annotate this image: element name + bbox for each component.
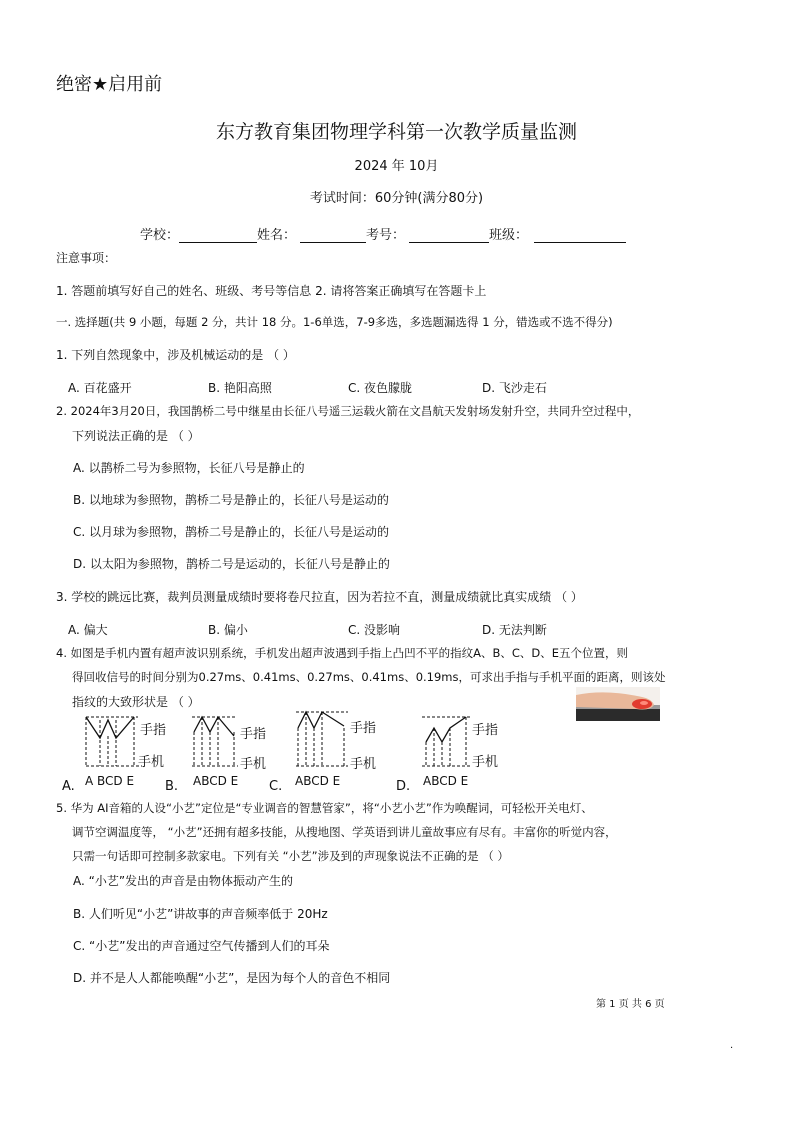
q5-option-c[interactable]: C. “小艺”发出的声音通过空气传播到人们的耳朵 (73, 939, 330, 953)
exam-date: 2024 年 10月 (354, 159, 439, 174)
q4-figure-options (56, 710, 506, 794)
school-field[interactable] (179, 228, 257, 243)
q1-option-b[interactable]: B. 艳阳高照 (208, 381, 272, 395)
q4-c-phone-label: 手机 (350, 757, 377, 772)
q5-stem-line2: 调节空调温度等， “小艺”还拥有超多技能，从搜地图、学英语到讲儿童故事应有尽有。丰富你的听觉内容， (72, 825, 617, 839)
name-field[interactable] (300, 228, 366, 243)
q4-b-phone-label: 手机 (240, 757, 267, 772)
page-number: 第 1 页 共 6 页 (596, 999, 665, 1010)
q5-stem-line1: 5. 华为 AI音箱的人设“小艺”定位是“专业调音的智慧管家”，将“小艺小艺”作为唤醒词，可轻松开关电灯、 (56, 801, 593, 815)
q5-option-a[interactable]: A. “小艺”发出的声音是由物体振动产生的 (73, 874, 294, 888)
exam-title: 东方教育集团物理学科第一次教学质量监测 (215, 121, 577, 143)
q5-stem-line3: 只需一句话即可控制多款家电。下列有关 “小艺”涉及到的声现象说法不正确的是 （ ） (72, 849, 509, 863)
section-heading: 一. 选择题(共 9 小题，每题 2 分，共计 18 分。1-6单选，7-9多选，多选题漏选得 1 分，错选或不选不得分) (56, 315, 613, 329)
q4-option-b-letter: B. (165, 779, 179, 794)
q4-d-finger-label: 手指 (472, 723, 499, 738)
q4-b-point-labels: ABCD E (193, 774, 239, 788)
q4-option-c-diagram (296, 712, 348, 766)
name-label: 姓名： (257, 228, 297, 243)
q2-option-c[interactable]: C. 以月球为参照物，鹊桥二号是静止的，长征八号是运动的 (73, 525, 390, 539)
q4-d-point-labels: ABCD E (423, 774, 469, 788)
confidential-label: 绝密★启用前 (56, 74, 163, 95)
q4-a-point-labels: A BCD E (85, 774, 135, 788)
q3-options (68, 621, 547, 638)
q4-stem-line1: 4. 如图是手机内置有超声波识别系统，手机发出超声波遇到手指上凸凹不平的指纹A、B、C、D、E五个位置，则 (56, 646, 629, 660)
q2-option-a[interactable]: A. 以鹊桥二号为参照物，长征八号是静止的 (73, 461, 305, 475)
q4-c-point-labels: ABCD E (295, 774, 341, 788)
q4-option-b-diagram (192, 717, 238, 766)
q3-option-a[interactable]: A. 偏大 (68, 623, 108, 637)
q2-option-d[interactable]: D. 以太阳为参照物，鹊桥二号是运动的，长征八号是静止的 (73, 557, 390, 571)
notes-heading: 注意事项： (56, 251, 117, 265)
q3-stem: 3. 学校的跳远比赛，裁判员测量成绩时要将卷尺拉直，因为若拉不直，测量成绩就比真实成绩 （ ） (56, 590, 583, 604)
q2-stem-line2: 下列说法正确的是 （ ） (72, 429, 200, 443)
q1-option-d[interactable]: D. 飞沙走石 (482, 381, 547, 395)
q4-stem-line2: 得回收信号的时间分别为0.27ms、0.41ms、0.27ms、0.41ms、0.19ms，可求出手指与手机平面的距离，则该处 (72, 670, 666, 684)
q4-b-finger-label: 手指 (240, 727, 267, 742)
q3-option-d[interactable]: D. 无法判断 (482, 623, 547, 637)
q4-a-phone-label: 手机 (138, 755, 165, 770)
class-label: 班级： (489, 228, 529, 243)
q4-option-a-letter: A. (62, 779, 75, 794)
q3-option-b[interactable]: B. 偏小 (208, 623, 248, 637)
q4-option-c-letter: C. (269, 779, 283, 794)
q4-a-finger-label: 手指 (140, 723, 167, 738)
q1-option-a[interactable]: A. 百花盛开 (68, 381, 132, 395)
q5-option-d[interactable]: D. 并不是人人都能唤醒“小艺”，是因为每个人的音色不相同 (73, 971, 391, 985)
q4-option-d-letter: D. (396, 779, 411, 794)
q4-d-phone-label: 手机 (472, 755, 499, 770)
notes-item: 1. 答题前填写好自己的姓名、班级、考号等信息 2. 请将答案正确填写在答题卡上 (56, 284, 487, 298)
q5-option-b[interactable]: B. 人们听见“小艺”讲故事的声音频率低于 20Hz (73, 907, 328, 921)
class-field[interactable] (534, 228, 626, 243)
q4-c-finger-label: 手指 (350, 721, 377, 736)
q4-option-d-diagram (422, 717, 470, 766)
exam-time: 考试时间：60分钟(满分80分) (309, 191, 484, 206)
student-info-fields (140, 224, 626, 243)
q4-option-a-diagram (86, 717, 142, 766)
q2-option-b[interactable]: B. 以地球为参照物，鹊桥二号是静止的，长征八号是运动的 (73, 493, 389, 507)
q1-option-c[interactable]: C. 夜色朦胧 (348, 381, 413, 395)
finger-on-phone-photo (576, 687, 660, 721)
exam-no-field[interactable] (409, 228, 489, 243)
q2-stem-line1: 2. 2024年3月20日，我国鹊桥二号中继星由长征八号遥三运载火箭在文昌航天发射场发射升空，共同升空过程中， (56, 404, 640, 418)
q4-stem-line3: 指纹的大致形状是 （ ） (72, 695, 200, 709)
q1-options (68, 379, 547, 396)
exam-no-label: 考号： (366, 228, 406, 243)
school-label: 学校： (140, 228, 180, 243)
q1-stem: 1. 下列自然现象中，涉及机械运动的是 （ ） (56, 348, 295, 362)
page-dot: . (730, 1040, 734, 1051)
q3-option-c[interactable]: C. 没影响 (348, 623, 401, 637)
